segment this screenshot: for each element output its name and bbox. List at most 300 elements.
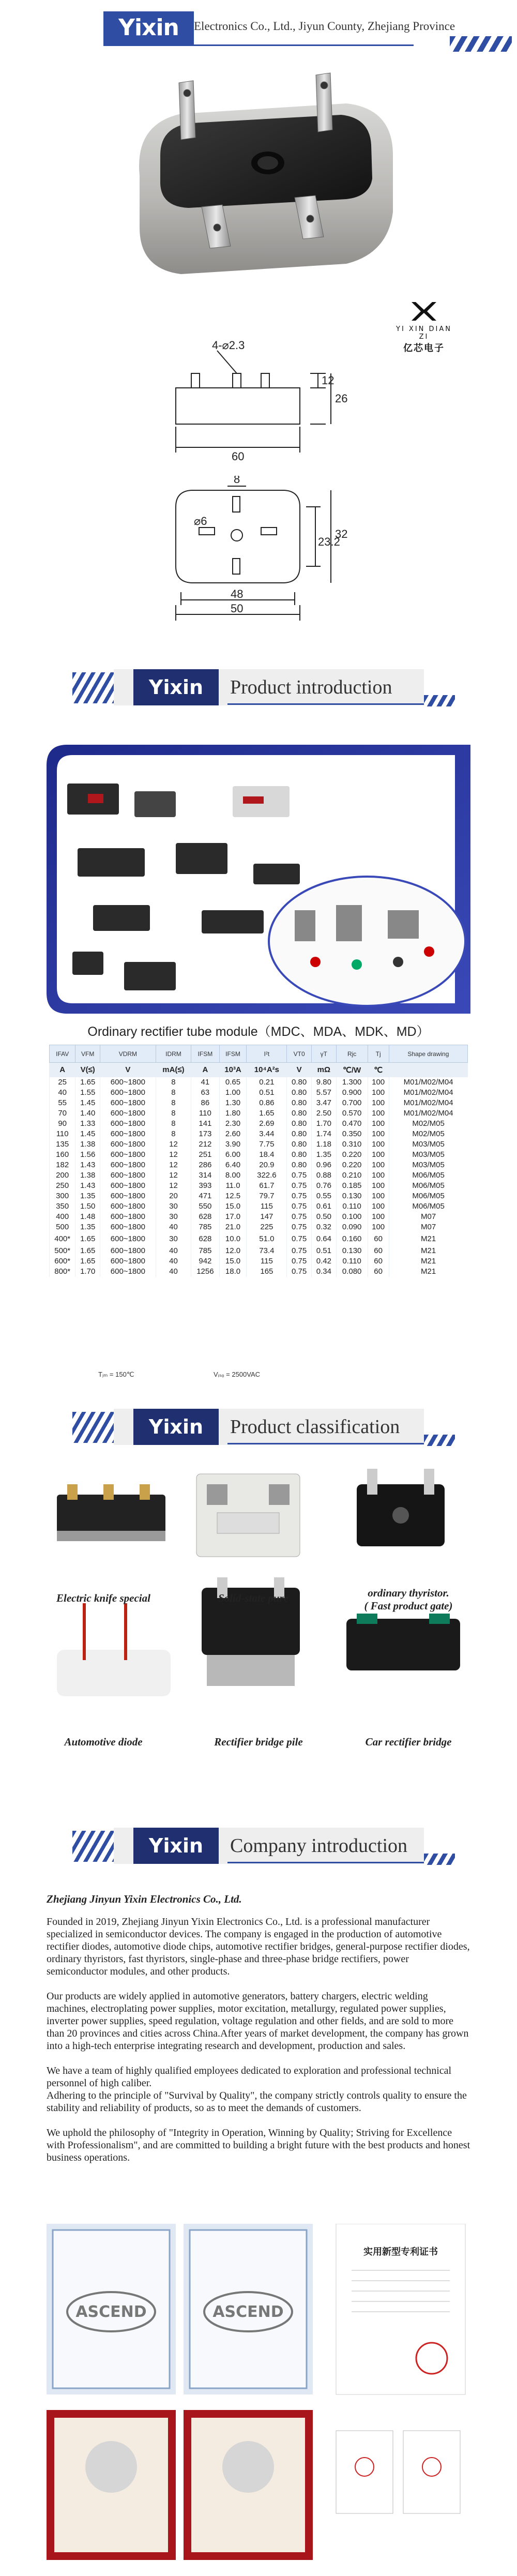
automotive-diode-photo [57,1603,171,1696]
table-cell: 600~1800 [100,1170,156,1181]
table-cell: 1.43 [75,1160,100,1170]
table-cell: 1.55 [75,1088,100,1098]
table-cell: 100 [368,1098,389,1108]
table-cell: 90 [50,1119,75,1129]
table-cell: 30 [156,1232,191,1246]
table-unit-cell: A [191,1063,219,1077]
table-cell: 600~1800 [100,1119,156,1129]
table-cell: 400* [50,1232,75,1246]
note-tjm: Tⱼₘ = 150℃ [98,1370,134,1378]
table-cell: 30 [156,1201,191,1212]
table-cell: 1.74 [312,1129,337,1139]
table-cell: 147 [247,1212,287,1222]
table-cell: 0.21 [247,1077,287,1088]
table-cell: 322.6 [247,1170,287,1181]
table-row [50,1108,468,1119]
table-cell: 73.4 [247,1246,287,1256]
table-cell: 60 [368,1256,389,1267]
table-cell: 79.7 [247,1191,287,1201]
table-header-cell: IFSM [191,1045,219,1063]
table-cell: 0.75 [287,1267,312,1277]
table-cell: 160 [50,1150,75,1160]
table-cell: 9.80 [312,1077,337,1088]
table-cell: 0.220 [336,1160,368,1170]
banner-stripes [72,1412,114,1443]
table-cell: 12.5 [219,1191,247,1201]
table-cell: M06/M05 [389,1181,467,1191]
table-row [50,1170,468,1181]
section-banner-classification [72,1402,445,1453]
table-cell: 8 [156,1098,191,1108]
table-cell: 8 [156,1077,191,1088]
table-cell: 1.300 [336,1077,368,1088]
table-cell: 0.75 [287,1191,312,1201]
table-cell: M01/M02/M04 [389,1108,467,1119]
table-cell: 600~1800 [100,1129,156,1139]
table-cell: 100 [368,1170,389,1181]
table-cell: 2.69 [247,1119,287,1129]
banner-tail-stripes [424,1435,455,1446]
table-unit-cell: A [50,1063,75,1077]
table-cell: 500 [50,1222,75,1232]
dim-height-outer: 26 [335,392,348,405]
table-cell: 600~1800 [100,1191,156,1201]
table-cell: 1256 [191,1267,219,1277]
table-row [50,1267,468,1277]
table-cell: 600~1800 [100,1108,156,1119]
table-cell: M01/M02/M04 [389,1077,467,1088]
company-paragraph: We have a team of highly qualified employees dedicated to exploration and professional technical personnel of high caliber. Adhering to the principle of "Survival by Quality", the company strictly controls quality to ensure the stability and reliability of products, so as to meet the demands of customers. [47,2065,467,2114]
table-cell: 141 [191,1119,219,1129]
table-units-row [50,1063,468,1077]
dim-h-outer: 32 [335,528,348,540]
table-cell: 600~1800 [100,1256,156,1267]
header-underline [103,44,414,46]
table-cell: 600~1800 [100,1150,156,1160]
table-cell: 100 [368,1139,389,1150]
table-cell: 600~1800 [100,1201,156,1212]
table-cell: 100 [368,1108,389,1119]
table-cell: 0.75 [287,1170,312,1181]
table-cell: 21.0 [219,1222,247,1232]
table-cell: 70 [50,1108,75,1119]
table-cell: 12 [156,1160,191,1170]
table-header-cell: Tj [368,1045,389,1063]
table-cell: 0.75 [287,1212,312,1222]
table-cell: 600~1800 [100,1139,156,1150]
table-header-cell: I²t [247,1045,287,1063]
table-cell: 0.080 [336,1267,368,1277]
table-cell: 0.86 [247,1098,287,1108]
table-cell: 1.30 [219,1098,247,1108]
banner-title: Product classification [230,1416,400,1438]
table-cell: 1.65 [75,1077,100,1088]
banner-brand: Yixin [133,1828,219,1864]
table-cell: 17.0 [219,1212,247,1222]
table-row [50,1160,468,1170]
banner-underline [227,1443,424,1444]
table-cell: 18.4 [247,1150,287,1160]
banner-brand: Yixin [133,669,219,705]
table-cell: 600* [50,1256,75,1267]
table-cell: 0.42 [312,1256,337,1267]
electric-knife-module-photo [57,1484,165,1541]
table-cell: 0.160 [336,1232,368,1246]
table-cell: 0.75 [287,1232,312,1246]
table-row [50,1098,468,1108]
table-cell: 1.18 [312,1139,337,1150]
table-cell: 12 [156,1170,191,1181]
table-cell: 1.33 [75,1119,100,1129]
table-header-cell: VFM [75,1045,100,1063]
table-cell: 1.65 [75,1256,100,1267]
dimension-drawing-top [155,476,362,626]
table-cell: 12 [156,1150,191,1160]
table-row [50,1256,468,1267]
section-banner-company [72,1820,445,1872]
certificate-small-1 [336,2431,393,2513]
table-cell: 100 [368,1181,389,1191]
table-cell: M01/M02/M04 [389,1098,467,1108]
classification-gallery [47,1464,470,1815]
table-note [98,1370,338,1379]
table-cell: 1.45 [75,1129,100,1139]
table-cell: M07 [389,1212,467,1222]
table-cell: 0.51 [312,1246,337,1256]
table-cell: 100 [368,1150,389,1160]
table-cell: 1.35 [75,1191,100,1201]
table-cell: 0.34 [312,1267,337,1277]
table-cell: 6.00 [219,1150,247,1160]
table-cell: 0.220 [336,1150,368,1160]
table-cell: M03/M05 [389,1139,467,1150]
certificate-patent [336,2224,465,2394]
table-header-cell: Rjc [336,1045,368,1063]
table-unit-cell: 10³A [219,1063,247,1077]
table-cell: 100 [368,1222,389,1232]
table-cell: 8 [156,1088,191,1098]
table-row [50,1077,468,1088]
table-cell: 0.185 [336,1181,368,1191]
table-cell: 40 [156,1222,191,1232]
table-cell: M21 [389,1232,467,1246]
table-cell: 15.0 [219,1201,247,1212]
table-cell: 15.0 [219,1256,247,1267]
product-photo [103,57,414,295]
table-cell: 18.0 [219,1267,247,1277]
table-cell: 0.350 [336,1129,368,1139]
table-cell: 40 [50,1088,75,1098]
class-caption-1: Electric knife special [56,1592,150,1604]
table-cell: 785 [191,1246,219,1256]
dim-w-outer: 50 [231,602,244,615]
table-cell: 0.80 [287,1119,312,1129]
table-row [50,1191,468,1201]
table-cell: 393 [191,1181,219,1191]
table-cell: 628 [191,1212,219,1222]
table-cell: 100 [368,1201,389,1212]
table-cell: 100 [368,1119,389,1129]
table-cell: M03/M05 [389,1160,467,1170]
table-cell: 60 [368,1267,389,1277]
table-cell: 60 [368,1232,389,1246]
dim-height-inner: 12 [322,374,334,387]
company-line: Electronics Co., Ltd., Jiyun County, Zhejiang Province [194,20,455,33]
table-cell: 40 [156,1246,191,1256]
table-cell: 1.45 [75,1098,100,1108]
table-header-cell: γT [312,1045,337,1063]
banner-tail-stripes [424,695,455,706]
product-collage-photo [47,745,470,1014]
dim-holes: 4-⌀2.3 [212,339,245,352]
cert-label-1: ASCEND [75,2303,147,2321]
certificate-1 [47,2224,176,2394]
table-cell: 60 [368,1246,389,1256]
table-cell: 0.570 [336,1108,368,1119]
table-row [50,1150,468,1160]
banner-tail-stripes [424,1854,455,1865]
table-cell: 251 [191,1150,219,1160]
table-cell: 800* [50,1267,75,1277]
table-header-row [50,1045,468,1063]
certificate-red-2 [184,2410,313,2560]
banner-brand: Yixin [133,1409,219,1445]
table-cell: M06/M05 [389,1191,467,1201]
table-cell: 600~1800 [100,1160,156,1170]
table-cell: 10.0 [219,1232,247,1246]
table-cell: 0.80 [287,1160,312,1170]
table-cell: 0.51 [247,1088,287,1098]
dim-w-inner: 48 [231,587,244,600]
table-cell: 1.70 [312,1119,337,1129]
certificates-gallery [47,2224,470,2560]
table-cell: 400 [50,1212,75,1222]
table-cell: 471 [191,1191,219,1201]
table-cell: 1.65 [247,1108,287,1119]
table-cell: 0.80 [287,1139,312,1150]
table-cell: 0.80 [287,1150,312,1160]
table-row [50,1088,468,1098]
table-cell: 20 [156,1191,191,1201]
table-cell: 0.80 [287,1088,312,1098]
table-cell: 0.50 [312,1212,337,1222]
table-cell: 100 [368,1088,389,1098]
table-cell: 51.0 [247,1232,287,1246]
car-rectifier-bridge-photo [346,1614,460,1670]
cert-label-3: 实用新型专利证书 [363,2247,438,2257]
table-cell: M06/M05 [389,1201,467,1212]
table-row [50,1222,468,1232]
table-cell: 0.76 [312,1181,337,1191]
table-cell: 20.9 [247,1160,287,1170]
table-cell: 1.43 [75,1181,100,1191]
table-unit-cell: mΩ [312,1063,337,1077]
table-row [50,1246,468,1256]
table-cell: 100 [368,1191,389,1201]
table-cell: 3.47 [312,1098,337,1108]
table-header-cell: IFSM [219,1045,247,1063]
banner-stripes [72,1831,114,1862]
table-cell: 11.0 [219,1181,247,1191]
table-title: Ordinary rectifier tube module（MDC、MDA、MDK、MD） [87,1025,430,1039]
table-unit-cell [389,1063,467,1077]
company-paragraph: We uphold the philosophy of "Integrity in Operation, Winning by Quality; Striving for Excellence with Professionalism", and are committed to building a bright future with the best products and honest business operations. [47,2127,470,2163]
section-banner-introduction [72,662,445,714]
table-cell: 1.65 [75,1246,100,1256]
table-cell: 182 [50,1160,75,1170]
table-unit-cell: mA(≤) [156,1063,191,1077]
table-cell: 785 [191,1222,219,1232]
table-header-cell: Shape drawing [389,1045,467,1063]
table-cell: 1.70 [75,1267,100,1277]
table-cell: 225 [247,1222,287,1232]
solid-state-relay-photo [196,1474,300,1557]
table-cell: 600~1800 [100,1098,156,1108]
table-cell: 0.61 [312,1201,337,1212]
table-cell: 600~1800 [100,1212,156,1222]
table-cell: 0.80 [287,1129,312,1139]
table-cell: 0.96 [312,1160,337,1170]
table-cell: 40 [156,1267,191,1277]
table-row [50,1139,468,1150]
table-cell: 600~1800 [100,1222,156,1232]
table-cell: 12 [156,1139,191,1150]
table-unit-cell: ℃/W [336,1063,368,1077]
logo-pinyin: YI XIN DIAN ZI [396,325,452,341]
certificate-red-1 [47,2410,176,2560]
table-cell: M02/M05 [389,1129,467,1139]
table-cell: 1.40 [75,1108,100,1119]
banner-underline [227,703,424,705]
table-cell: 0.210 [336,1170,368,1181]
table-cell: 212 [191,1139,219,1150]
banner-underline [227,1862,424,1863]
table-cell: 0.100 [336,1212,368,1222]
table-cell: 110 [50,1129,75,1139]
table-cell: 2.30 [219,1119,247,1129]
table-cell: 63 [191,1088,219,1098]
certificate-small-2 [403,2431,460,2513]
class-caption-5: Rectifier bridge pile [214,1736,303,1748]
table-cell: 200 [50,1170,75,1181]
table-cell: M02/M05 [389,1119,467,1129]
table-cell: 0.75 [287,1256,312,1267]
table-cell: 1.65 [75,1232,100,1246]
table-header-cell: IDRM [156,1045,191,1063]
table-cell: 0.55 [312,1191,337,1201]
note-viso: Vᵢₛₒ = 2500VAC [214,1370,261,1378]
table-cell: 12 [156,1181,191,1191]
table-row [50,1201,468,1212]
table-cell: 0.900 [336,1088,368,1098]
company-name: Zhejiang Jinyun Yixin Electronics Co., Ltd. [47,1893,242,1905]
table-cell: 61.7 [247,1181,287,1191]
table-cell: 1.35 [312,1150,337,1160]
table-cell: 1.38 [75,1139,100,1150]
spec-table [49,1045,468,1277]
table-cell: 40 [156,1256,191,1267]
table-cell: M06/M05 [389,1170,467,1181]
table-cell: 115 [247,1256,287,1267]
table-cell: 100 [368,1129,389,1139]
table-header-cell: VDRM [100,1045,156,1063]
table-cell: 550 [191,1201,219,1212]
table-cell: 100 [368,1212,389,1222]
table-row [50,1181,468,1191]
table-cell: M07 [389,1222,467,1232]
table-unit-cell: 10⁴A²s [247,1063,287,1077]
table-cell: 25 [50,1077,75,1088]
company-introduction [47,1893,470,2176]
table-cell: 135 [50,1139,75,1150]
top-header [0,0,517,57]
table-cell: M21 [389,1246,467,1256]
table-cell: 0.090 [336,1222,368,1232]
table-cell: 0.470 [336,1119,368,1129]
table-cell: 41 [191,1077,219,1088]
table-cell: 0.88 [312,1170,337,1181]
table-cell: 1.35 [75,1222,100,1232]
table-cell: 600~1800 [100,1246,156,1256]
class-caption-2: Solid-state pure [218,1592,288,1604]
table-cell: 1.48 [75,1212,100,1222]
table-header-cell: IFAV [50,1045,75,1063]
table-cell: 165 [247,1267,287,1277]
table-cell: 0.75 [287,1222,312,1232]
table-cell: 0.75 [287,1201,312,1212]
table-cell: 0.65 [219,1077,247,1088]
table-cell: 628 [191,1232,219,1246]
header-stripes [450,36,512,52]
dimension-drawing-side [155,336,362,465]
table-cell: 2.50 [312,1108,337,1119]
table-unit-cell: V [100,1063,156,1077]
table-cell: 500* [50,1246,75,1256]
table-cell: 8 [156,1129,191,1139]
dim-h-inner: 23.2 [318,535,340,548]
table-cell: 600~1800 [100,1181,156,1191]
table-cell: 8.00 [219,1170,247,1181]
table-cell: M03/M05 [389,1150,467,1160]
table-cell: 600~1800 [100,1077,156,1088]
table-cell: 110 [191,1108,219,1119]
table-cell: 6.40 [219,1160,247,1170]
table-unit-cell: V [287,1063,312,1077]
table-cell: 0.130 [336,1246,368,1256]
class-caption-3: ordinary thyristor. ( Fast product gate) [364,1587,453,1612]
table-cell: 0.75 [287,1181,312,1191]
table-cell: 0.130 [336,1191,368,1201]
company-paragraph: Our products are widely applied in automotive generators, battery chargers, electric welding machines, electroplating power supplies, motor excitation, metallurgy, regulated power supplies, inverter power supplies, speed regulation, voltage regulation and other fields, and are sold to more than 20 provinces and cities across China.After years of market development, the company has grown into a high-tech enterprise integrating research and development, production and sales. [47,1991,469,2052]
company-logo [390,300,458,354]
table-cell: 8 [156,1119,191,1129]
table-cell: 30 [156,1212,191,1222]
table-unit-cell: ℃ [368,1063,389,1077]
logo-chinese: 亿芯电子 [403,343,445,354]
table-cell: 100 [368,1160,389,1170]
table-cell: 314 [191,1170,219,1181]
table-row [50,1129,468,1139]
table-cell: 0.110 [336,1201,368,1212]
table-cell: 86 [191,1098,219,1108]
table-cell: M21 [389,1267,467,1277]
table-cell: 7.75 [247,1139,287,1150]
table-cell: 55 [50,1098,75,1108]
table-cell: 3.44 [247,1129,287,1139]
table-unit-cell: V(≤) [75,1063,100,1077]
thyristor-photo [357,1469,445,1546]
table-cell: 0.80 [287,1108,312,1119]
